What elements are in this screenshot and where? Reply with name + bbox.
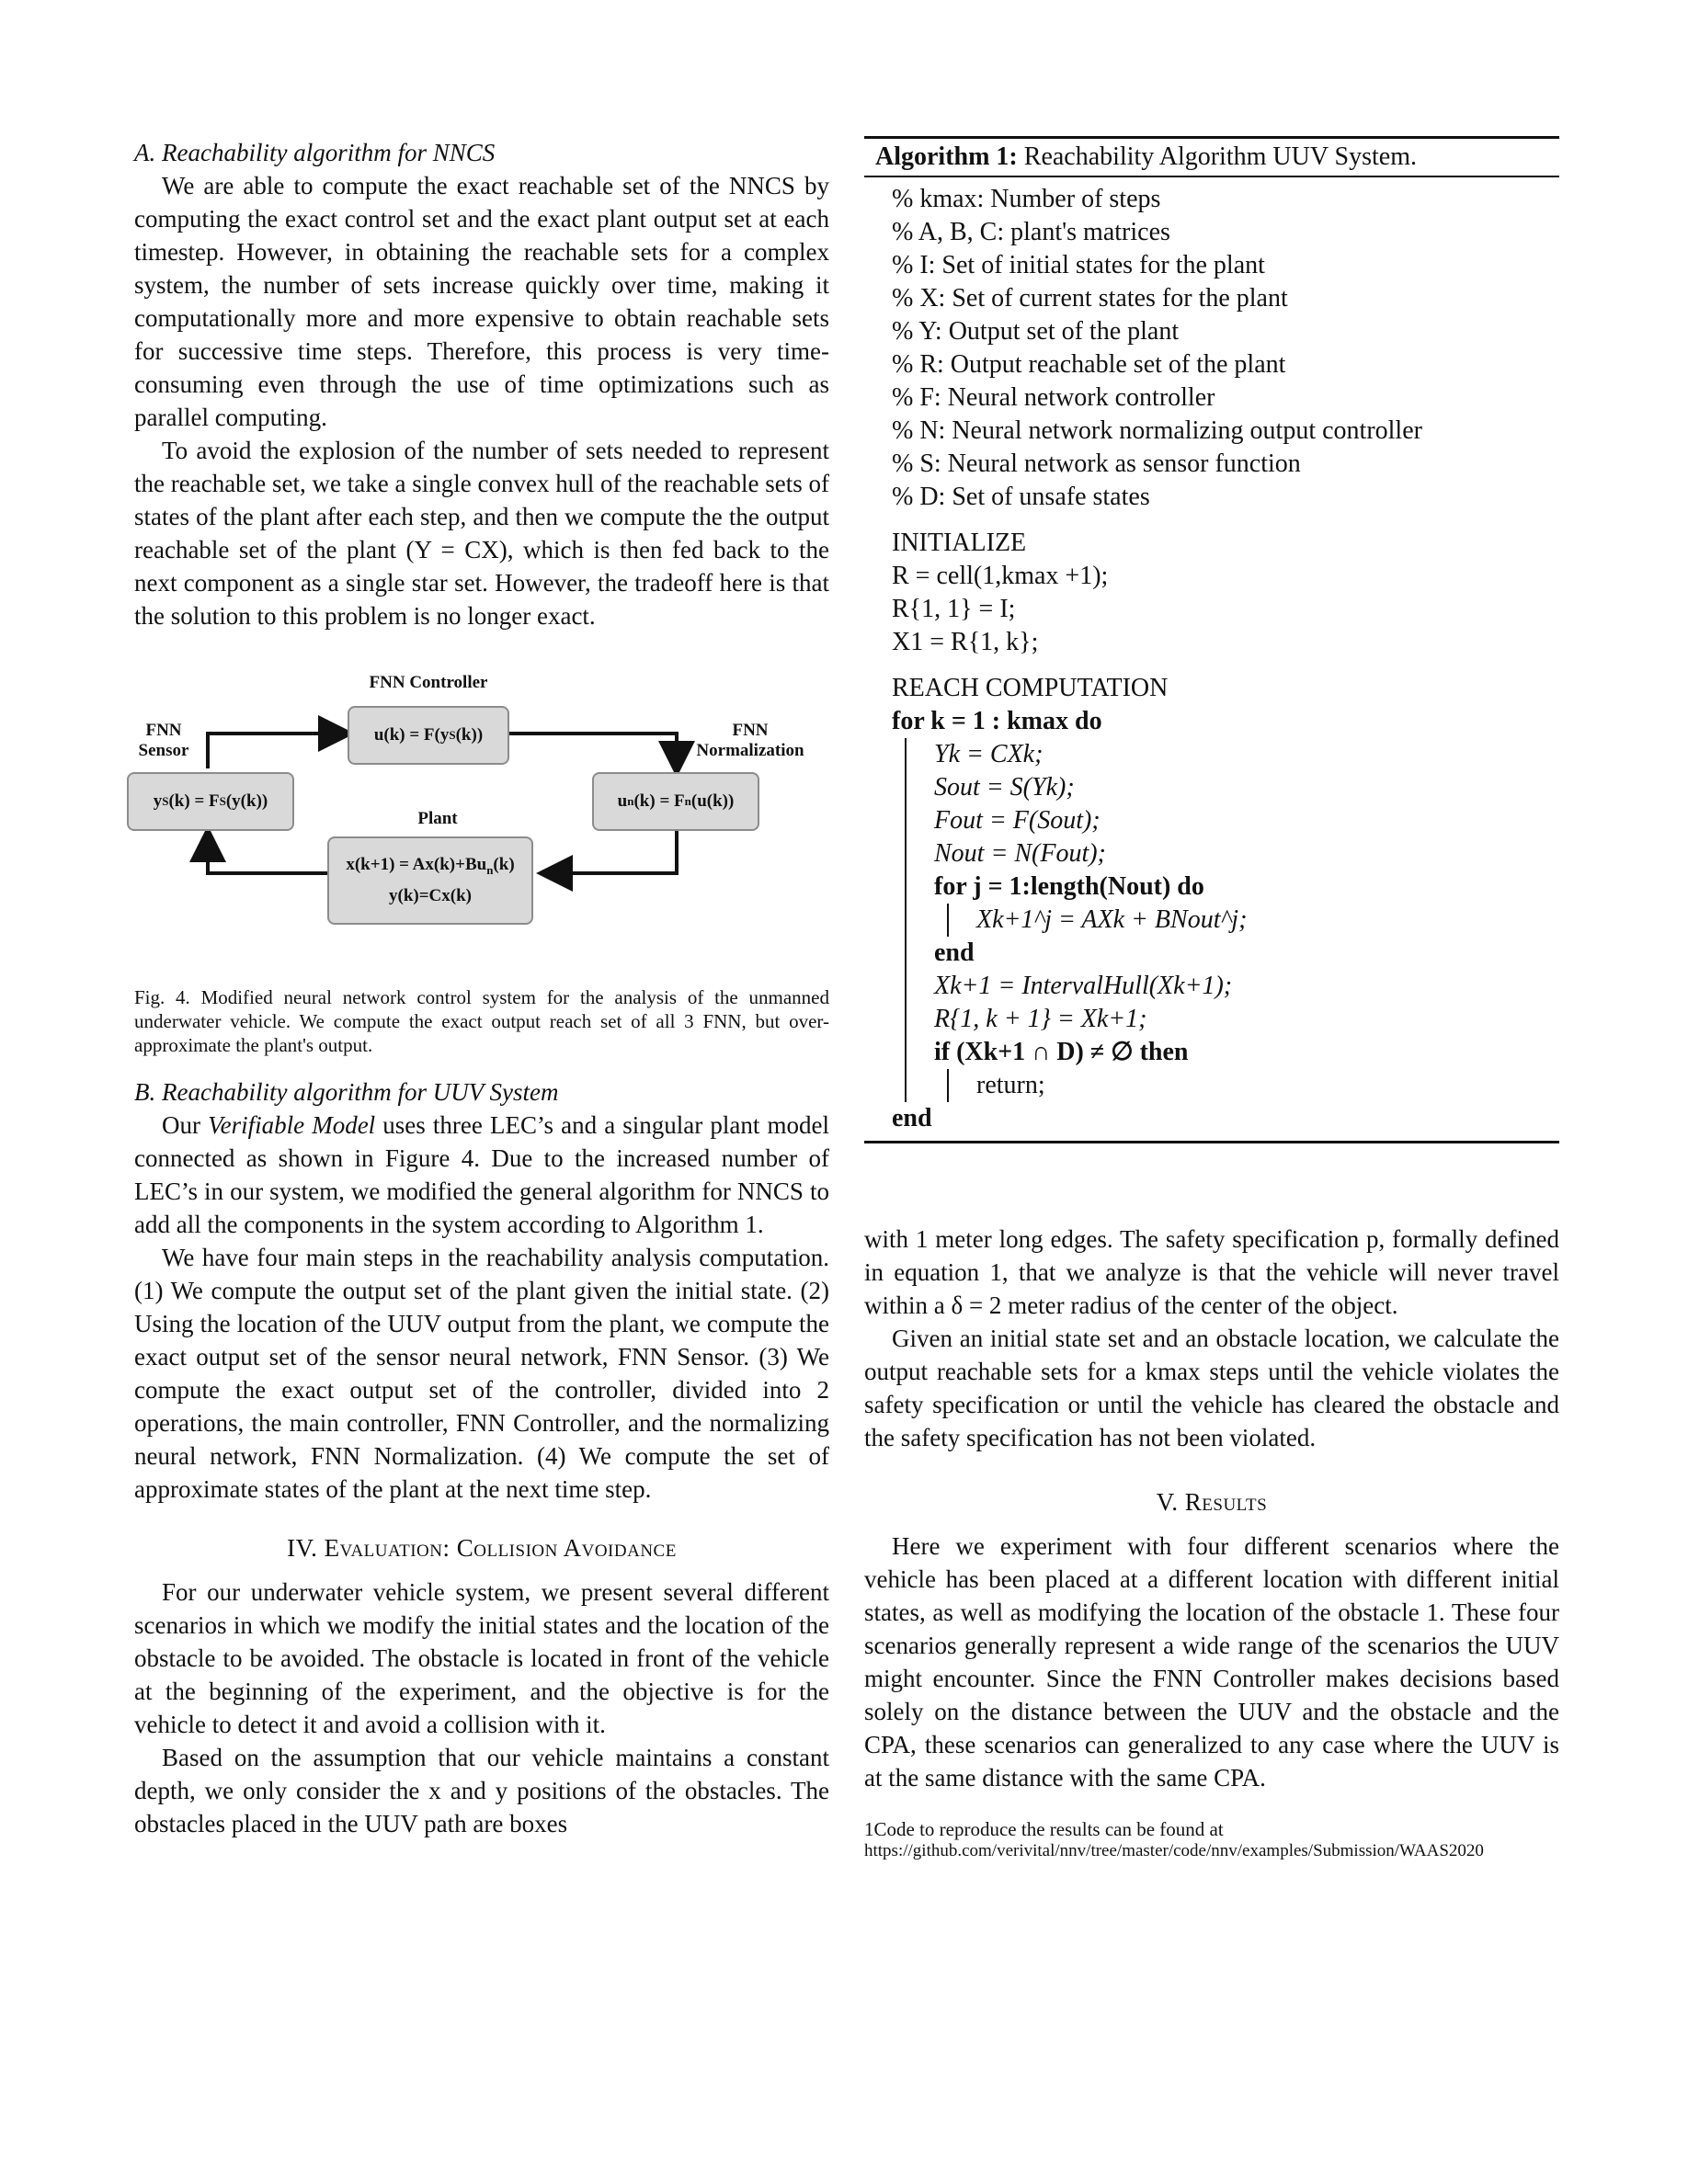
right-paragraph-3: Here we experiment with four different scenarios where the vehicle has been placed at a different location with different initial states, as well as modifying the location of the obstacle 1. These four scenarios generally represent a wide range of the scenarios the UUV might encounter. Since the FNN Controller makes decisions based solely on the distance between the UUV and the obstacle and the CPA, these scenarios can generalized to any case where the UUV is at the same distance with the same CPA. xyxy=(864,1532,1559,1792)
right-paragraph-1: with 1 meter long edges. The safety specification p, formally defined in equation 1, that we analyze is that the vehicle will never travel within a δ = 2 meter radius of the center of the object. xyxy=(864,1225,1559,1319)
sensor-label xyxy=(127,721,200,761)
section-iv-title: IV. Evaluation: Collision Avoidance xyxy=(287,1534,677,1562)
init-line: R{1, 1} = I; xyxy=(892,595,1016,623)
body-line: Sout = S(Yk); xyxy=(934,773,1075,802)
footnote-text: 1Code to reproduce the results can be found at xyxy=(864,1818,1224,1840)
body-line: Yk = CXk; xyxy=(934,740,1044,768)
section-b-paragraph-2: We have four main steps in the reachability analysis computation. (1) We compute the output set of the plant given the initial state. (2) Using the location of the UUV output from the plant, we compute the exact output set of the sensor neural network, FNN Sensor. (3) We compute the exact output set of the controller, divided into 2 operations, the main controller, FNN Controller, and the normalizing neural network, FNN Normalization. (4) We compute the set of approximate states of the plant at the next time step. xyxy=(134,1244,829,1503)
normalization-label-line-1: FNN xyxy=(732,721,769,740)
algorithm-1 xyxy=(864,136,1559,1143)
normalization-label xyxy=(686,721,815,761)
section-a-paragraph-2: To avoid the explosion of the number of sets needed to represent the reachable set, we take a single convex hull of the reachable sets of states of the plant after each step, and then we compute the the output reachable set of the plant (Y = CX), which is then fed back to the next component as a single star set. However, the tradeoff here is that the solution to this problem is no longer exact. xyxy=(134,437,829,630)
footnote xyxy=(864,1818,1559,1862)
comment-line: % F: Neural network controller xyxy=(892,383,1215,412)
arrow-controller-to-normalization xyxy=(508,734,677,770)
footnote-link[interactable]: https://github.com/verivital/nnv/tree/master/code/nnv/examples/Submission/WAAS2020 xyxy=(864,1841,1484,1860)
sensor-box: y S (k) = F S (y(k)) xyxy=(127,772,294,831)
normalization-box: u n (k) = F n (u(k)) xyxy=(592,772,759,831)
arrow-sensor-to-controller xyxy=(208,734,348,768)
arrow-plant-to-sensor xyxy=(208,833,327,873)
init-line: X1 = R{1, k}; xyxy=(892,628,1039,656)
algorithm-body xyxy=(864,177,1559,1141)
left-column xyxy=(134,136,829,1840)
section-v-title: V. Results xyxy=(1156,1488,1268,1516)
right-column xyxy=(864,136,1559,1862)
comment-line: % D: Set of unsafe states xyxy=(892,483,1150,511)
comment-line: % N: Neural network normalizing output controller xyxy=(892,416,1422,445)
plant-label: Plant xyxy=(417,809,458,828)
body-line: Nout = N(Fout); xyxy=(934,839,1106,868)
sensor-label-line-1: FNN xyxy=(145,721,182,740)
section-a-title: A. Reachability algorithm for NNCS xyxy=(134,139,496,166)
plant-equation-1: $x(k+1) = Ax(k)+Bu_n(k)$ xyxy=(346,854,515,877)
section-b-paragraph-1: Our Verifiable Model uses three LEC’s and a singular plant model connected as shown in Figure 4. Due to the increased number of LEC’s in our system, we modified the general algorithm for NNCS to add all the components in the system according to Algorithm 1. xyxy=(134,1111,829,1238)
reach-computation-heading: REACH COMPUTATION xyxy=(892,674,1169,702)
if-body xyxy=(947,1069,1532,1102)
outer-for-body xyxy=(905,738,1532,1102)
controller-box: u(k) = F(y S (k)) xyxy=(348,706,509,765)
right-paragraph-2: Given an initial state set and an obstacle location, we calculate the output reachable sets for a kmax steps until the vehicle violates the safety specification or until the vehicle has cleared the obstacle and the safety specification has not been violated. xyxy=(864,1325,1559,1451)
algorithm-title xyxy=(864,139,1559,177)
section-b-title: B. Reachability algorithm for UUV System xyxy=(134,1078,559,1106)
after-line: R{1, k + 1} = Xk+1; xyxy=(934,1005,1147,1033)
inner-for-line: for j = 1:length(Nout) do xyxy=(934,872,1204,901)
normalization-label-line-2: Normalization xyxy=(696,741,804,760)
sensor-label-line-2: Sensor xyxy=(138,741,189,760)
comment-line: % S: Neural network as sensor function xyxy=(892,449,1301,478)
inner-end-line: end xyxy=(934,938,975,967)
comment-line: % Y: Output set of the plant xyxy=(892,317,1180,346)
initialize-heading: INITIALIZE xyxy=(892,529,1027,557)
section-iv-paragraph-2: Based on the assumption that our vehicle maintains a constant depth, we only consider the x and y positions of the obstacles. The obstacles placed in the UUV path are boxes xyxy=(134,1744,829,1837)
figure-4-diagram xyxy=(134,669,829,973)
plant-equation-2: y(k)=Cx(k) xyxy=(389,886,472,906)
inner-body-line: Xk+1^j = AXk + BNout^j; xyxy=(976,905,1248,934)
algorithm-title-text: Reachability Algorithm UUV System. xyxy=(1017,142,1417,171)
section-iv-paragraph-1: For our underwater vehicle system, we present several different scenarios in which we modify the initial states and the location of the obstacle to be avoided. The obstacle is located in front of the vehicle at the beginning of the experiment, and the objective is for the vehicle to detect it and avoid a collision with it. xyxy=(134,1578,829,1738)
algorithm-title-label: Algorithm 1: xyxy=(875,142,1018,171)
section-a-paragraph-1: We are able to compute the exact reachable set of the NNCS by computing the exact control set and the exact plant output set at each timestep. However, in obtaining the reachable sets for a complex system, the number of sets increase quickly over time, making it computationally more and more expensive to obtain reachable sets for successive time steps. Therefore, this process is very time-consuming even through the use of time optimizations such as parallel computing. xyxy=(134,172,829,431)
return-line: return; xyxy=(976,1071,1045,1099)
comment-line: % R: Output reachable set of the plant xyxy=(892,350,1286,379)
init-line: R = cell(1,kmax +1); xyxy=(892,562,1109,590)
comment-line: % A, B, C: plant's matrices xyxy=(892,218,1170,246)
plant-box xyxy=(327,836,533,925)
comment-line: % I: Set of initial states for the plant xyxy=(892,251,1265,279)
comment-line: % kmax: Number of steps xyxy=(892,185,1161,213)
comment-line: % X: Set of current states for the plant xyxy=(892,284,1288,313)
inner-for-body xyxy=(947,904,1532,937)
body-line: Fout = F(Sout); xyxy=(934,806,1101,835)
outer-for-line: for k = 1 : kmax do xyxy=(892,707,1102,735)
outer-end-line: end xyxy=(892,1104,932,1132)
if-line: if (Xk+1 ∩ D) ≠ ∅ then xyxy=(934,1038,1189,1066)
controller-label: FNN Controller xyxy=(369,673,488,692)
figure-4-caption: Fig. 4. Modified neural network control system for the analysis of the unmanned underwater vehicle. We compute the exact output reach set of all 3 FNN, but over-approximate the plant's output. xyxy=(134,986,829,1056)
after-line: Xk+1 = IntervalHull(Xk+1); xyxy=(934,972,1233,1000)
